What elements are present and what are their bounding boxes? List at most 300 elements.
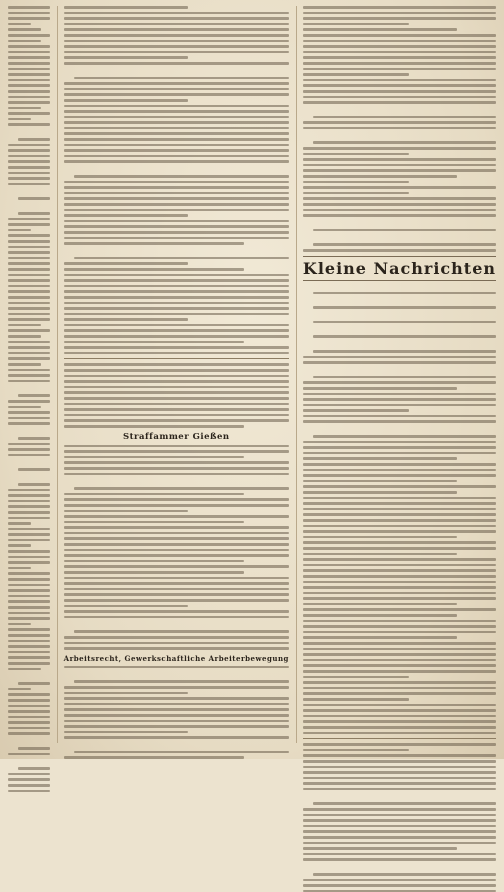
text-line — [64, 756, 244, 759]
paragraph-gap — [303, 864, 496, 870]
text-line — [8, 313, 50, 316]
column-2-text-top — [64, 6, 289, 354]
text-line — [64, 329, 289, 332]
text-line — [8, 640, 50, 643]
text-line — [64, 397, 289, 400]
text-line — [8, 693, 50, 696]
text-line — [64, 588, 289, 591]
text-line — [303, 676, 409, 679]
text-line — [303, 90, 496, 93]
text-line — [8, 62, 50, 65]
text-line — [303, 214, 496, 217]
text-line — [303, 754, 496, 757]
text-line — [303, 127, 496, 130]
paragraph-gap — [64, 478, 289, 484]
text-line — [8, 567, 31, 570]
text-line — [64, 160, 289, 163]
text-line — [303, 569, 496, 572]
text-line — [64, 56, 188, 59]
text-line — [64, 181, 289, 184]
text-line — [8, 511, 50, 514]
text-line — [313, 321, 496, 324]
text-line — [64, 577, 289, 580]
text-line — [64, 99, 188, 102]
text-line — [64, 28, 289, 31]
text-line — [64, 467, 289, 470]
text-line — [64, 132, 289, 135]
text-line — [64, 138, 289, 141]
text-line — [303, 681, 496, 684]
text-line — [8, 101, 50, 104]
text-line — [74, 175, 289, 178]
text-line — [64, 23, 289, 26]
text-line — [64, 274, 289, 277]
text-line — [8, 443, 50, 446]
text-line — [8, 612, 50, 615]
text-line — [303, 825, 496, 828]
text-line — [8, 500, 50, 503]
text-line — [64, 318, 188, 321]
text-line — [8, 454, 50, 457]
text-line — [64, 582, 289, 585]
text-line — [64, 666, 289, 669]
paragraph-gap — [303, 326, 496, 332]
text-line — [303, 603, 457, 606]
paragraph-gap — [303, 312, 496, 318]
text-line — [74, 751, 289, 754]
text-line — [8, 51, 50, 54]
text-line — [8, 716, 50, 719]
text-line — [303, 586, 496, 589]
text-line — [64, 220, 289, 223]
text-line — [303, 197, 496, 200]
text-line — [313, 141, 496, 144]
text-line — [8, 84, 50, 87]
text-line — [18, 747, 50, 750]
text-line — [64, 380, 289, 383]
text-line — [8, 23, 31, 26]
text-line — [64, 307, 289, 310]
text-line — [64, 593, 289, 596]
paragraph-gap — [8, 428, 50, 434]
text-line — [8, 240, 50, 243]
text-line — [313, 873, 496, 876]
text-line — [8, 346, 50, 349]
text-line — [303, 597, 496, 600]
text-line — [303, 502, 496, 505]
text-line — [303, 726, 496, 729]
text-line — [64, 554, 289, 557]
text-line — [8, 533, 50, 536]
paragraph-gap — [64, 248, 289, 254]
text-line — [8, 380, 50, 383]
text-line — [303, 485, 496, 488]
text-line — [303, 6, 496, 9]
text-line — [8, 656, 50, 659]
text-line — [313, 435, 496, 438]
text-line — [64, 386, 289, 389]
text-line — [18, 468, 50, 471]
text-line — [64, 473, 289, 476]
text-line — [64, 537, 289, 540]
text-line — [303, 858, 496, 861]
text-line — [64, 456, 244, 459]
text-line — [303, 203, 496, 206]
text-line — [64, 493, 244, 496]
text-line — [64, 403, 289, 406]
text-line — [303, 541, 496, 544]
text-line — [8, 12, 50, 15]
text-line — [8, 651, 50, 654]
text-line — [8, 561, 50, 564]
text-line — [303, 592, 496, 595]
text-line — [64, 262, 188, 265]
text-line — [8, 489, 50, 492]
text-line — [303, 692, 496, 695]
text-line — [8, 753, 50, 756]
text-line — [8, 727, 50, 730]
text-line — [8, 318, 50, 321]
text-line — [64, 268, 244, 271]
text-line — [64, 521, 244, 524]
text-line — [303, 23, 409, 26]
text-line — [303, 879, 496, 882]
paragraph-gap — [303, 367, 496, 373]
text-line — [303, 698, 409, 701]
text-line — [8, 517, 50, 520]
paragraph-gap — [303, 793, 496, 799]
text-line — [303, 28, 457, 31]
text-line — [303, 73, 409, 76]
text-line — [64, 461, 289, 464]
text-line — [8, 73, 50, 76]
text-line — [303, 420, 496, 423]
text-line — [303, 387, 457, 390]
text-line — [303, 381, 496, 384]
text-line — [8, 699, 50, 702]
column-3-text-bottom — [303, 743, 496, 892]
text-line — [64, 285, 289, 288]
text-line — [64, 391, 289, 394]
text-line — [303, 181, 409, 184]
text-line — [64, 237, 289, 240]
text-line — [303, 659, 496, 662]
text-line — [64, 346, 289, 349]
text-line — [64, 93, 289, 96]
text-line — [303, 192, 409, 195]
text-line — [8, 494, 50, 497]
text-line — [8, 262, 50, 265]
text-line — [303, 175, 457, 178]
text-line — [8, 400, 50, 403]
text-line — [303, 782, 496, 785]
text-line — [64, 375, 289, 378]
text-line — [8, 668, 41, 671]
text-line — [303, 393, 496, 396]
text-line — [8, 290, 50, 293]
text-line — [64, 532, 289, 535]
text-line — [303, 463, 496, 466]
text-line — [303, 79, 496, 82]
text-line — [8, 778, 50, 781]
text-line — [303, 62, 496, 65]
text-line — [64, 605, 188, 608]
text-line — [8, 268, 50, 271]
text-line — [8, 623, 31, 626]
text-line — [8, 123, 50, 126]
text-line — [303, 777, 496, 780]
text-line — [74, 487, 289, 490]
text-line — [64, 445, 289, 448]
text-line — [64, 565, 289, 568]
text-line — [8, 302, 50, 305]
text-line — [64, 45, 289, 48]
text-line — [8, 505, 50, 508]
text-line — [64, 51, 289, 54]
text-line — [8, 522, 31, 525]
text-line — [64, 599, 289, 602]
text-line — [8, 606, 50, 609]
column-1 — [8, 6, 50, 743]
text-line — [313, 350, 496, 353]
text-line — [64, 121, 289, 124]
text-line — [303, 480, 457, 483]
text-line — [64, 610, 289, 613]
text-line — [303, 17, 496, 20]
text-line — [64, 40, 289, 43]
text-line — [303, 732, 496, 735]
text-line — [303, 581, 496, 584]
text-line — [64, 82, 289, 85]
text-line — [8, 229, 31, 232]
text-line — [8, 28, 41, 31]
text-line — [8, 550, 50, 553]
text-line — [8, 79, 50, 82]
text-line — [18, 682, 50, 685]
text-line — [303, 648, 496, 651]
text-line — [313, 116, 496, 119]
text-line — [303, 836, 496, 839]
text-line — [303, 642, 496, 645]
text-line — [64, 155, 289, 158]
paragraph-gap — [303, 132, 496, 138]
text-line — [64, 642, 289, 645]
text-line — [64, 714, 289, 717]
text-line — [74, 680, 289, 683]
text-line — [303, 452, 496, 455]
text-line — [8, 257, 50, 260]
text-line — [18, 767, 50, 770]
text-line — [64, 703, 289, 706]
text-line — [8, 172, 50, 175]
text-line — [303, 158, 496, 161]
text-line — [313, 243, 496, 246]
text-line — [8, 40, 41, 43]
text-line — [64, 144, 289, 147]
paragraph-gap — [8, 188, 50, 194]
text-line — [8, 422, 50, 425]
text-line — [8, 17, 50, 20]
column-3-text-top — [303, 6, 496, 252]
column-3 — [296, 6, 496, 743]
text-line — [8, 218, 50, 221]
text-line — [303, 766, 496, 769]
text-line — [8, 341, 50, 344]
text-line — [64, 515, 289, 518]
text-line — [8, 68, 50, 71]
text-line — [303, 814, 496, 817]
text-line — [64, 313, 289, 316]
text-line — [303, 56, 496, 59]
text-line — [8, 118, 31, 121]
text-line — [303, 808, 496, 811]
text-line — [303, 704, 496, 707]
text-line — [8, 556, 50, 559]
text-line — [8, 578, 50, 581]
text-line — [303, 121, 496, 124]
text-line — [64, 549, 289, 552]
text-line — [8, 155, 50, 158]
text-line — [64, 12, 289, 15]
text-line — [303, 575, 496, 578]
text-line — [64, 203, 289, 206]
text-line — [8, 45, 50, 48]
text-line — [8, 374, 50, 377]
text-line — [18, 483, 50, 486]
paragraph-gap — [303, 297, 496, 303]
column-2-text-mid — [64, 363, 289, 427]
text-line — [8, 417, 50, 420]
text-line — [64, 692, 188, 695]
text-line — [64, 697, 289, 700]
text-line — [64, 510, 188, 513]
text-line — [64, 543, 289, 546]
text-line — [303, 760, 496, 763]
text-line — [64, 302, 289, 305]
text-line — [8, 144, 50, 147]
text-line — [303, 153, 409, 156]
text-line — [303, 715, 496, 718]
text-line — [303, 147, 496, 150]
text-line — [8, 584, 50, 587]
text-line — [303, 636, 457, 639]
text-line — [8, 279, 50, 282]
text-line — [8, 223, 50, 226]
text-line — [8, 710, 50, 713]
text-line — [8, 357, 50, 360]
text-line — [303, 631, 496, 634]
text-line — [64, 127, 289, 130]
text-line — [8, 307, 50, 310]
text-line — [303, 457, 457, 460]
text-line — [303, 491, 457, 494]
text-line — [8, 183, 50, 186]
text-line — [64, 296, 289, 299]
text-line — [303, 186, 496, 189]
column-3-text-mid — [303, 283, 496, 735]
paragraph-gap — [8, 129, 50, 135]
text-line — [8, 600, 50, 603]
text-line — [303, 547, 496, 550]
text-line — [303, 553, 457, 556]
text-line — [64, 34, 289, 37]
text-line — [64, 88, 289, 91]
text-line — [8, 688, 31, 691]
text-line — [18, 212, 50, 215]
paragraph-gap — [8, 758, 50, 764]
text-line — [303, 96, 496, 99]
text-line — [303, 670, 496, 673]
text-line — [8, 352, 50, 355]
text-line — [8, 406, 41, 409]
paragraph-gap — [8, 385, 50, 391]
text-line — [8, 335, 41, 338]
text-line — [8, 790, 50, 793]
paragraph-gap — [303, 426, 496, 432]
text-line — [303, 361, 496, 364]
text-line — [313, 229, 496, 232]
text-line — [64, 62, 289, 65]
text-line — [64, 214, 188, 217]
text-line — [64, 279, 289, 282]
text-line — [64, 369, 289, 372]
text-line — [303, 446, 496, 449]
text-line — [64, 647, 289, 650]
text-line — [64, 636, 289, 639]
text-line — [64, 197, 289, 200]
text-line — [303, 409, 409, 412]
text-line — [8, 329, 50, 332]
text-line — [64, 231, 289, 234]
text-line — [64, 341, 244, 344]
text-line — [303, 398, 496, 401]
text-line — [64, 225, 289, 228]
text-line — [313, 802, 496, 805]
text-line — [303, 513, 496, 516]
text-line — [64, 6, 188, 9]
text-line — [303, 209, 496, 212]
text-line — [8, 544, 31, 547]
section-heading-straffammer: Straffammer Gießen — [122, 431, 230, 442]
text-line — [303, 788, 496, 791]
paragraph-gap — [8, 673, 50, 679]
text-line — [303, 771, 496, 774]
paragraph-gap — [303, 107, 496, 113]
text-line — [303, 84, 496, 87]
text-line — [64, 504, 289, 507]
text-line — [303, 847, 457, 850]
text-line — [8, 234, 50, 237]
text-line — [313, 335, 496, 338]
text-line — [64, 363, 289, 366]
text-line — [303, 749, 409, 752]
column-2-text-court — [64, 445, 289, 650]
text-line — [303, 653, 496, 656]
text-line — [303, 469, 496, 472]
text-line — [303, 169, 496, 172]
text-line — [313, 292, 496, 295]
text-line — [303, 625, 496, 628]
text-line — [313, 306, 496, 309]
text-line — [64, 720, 289, 723]
text-line — [74, 77, 289, 80]
text-line — [303, 474, 496, 477]
text-line — [303, 842, 496, 845]
text-line — [303, 40, 496, 43]
text-line — [303, 51, 496, 54]
text-line — [64, 736, 289, 739]
text-line — [303, 101, 496, 104]
